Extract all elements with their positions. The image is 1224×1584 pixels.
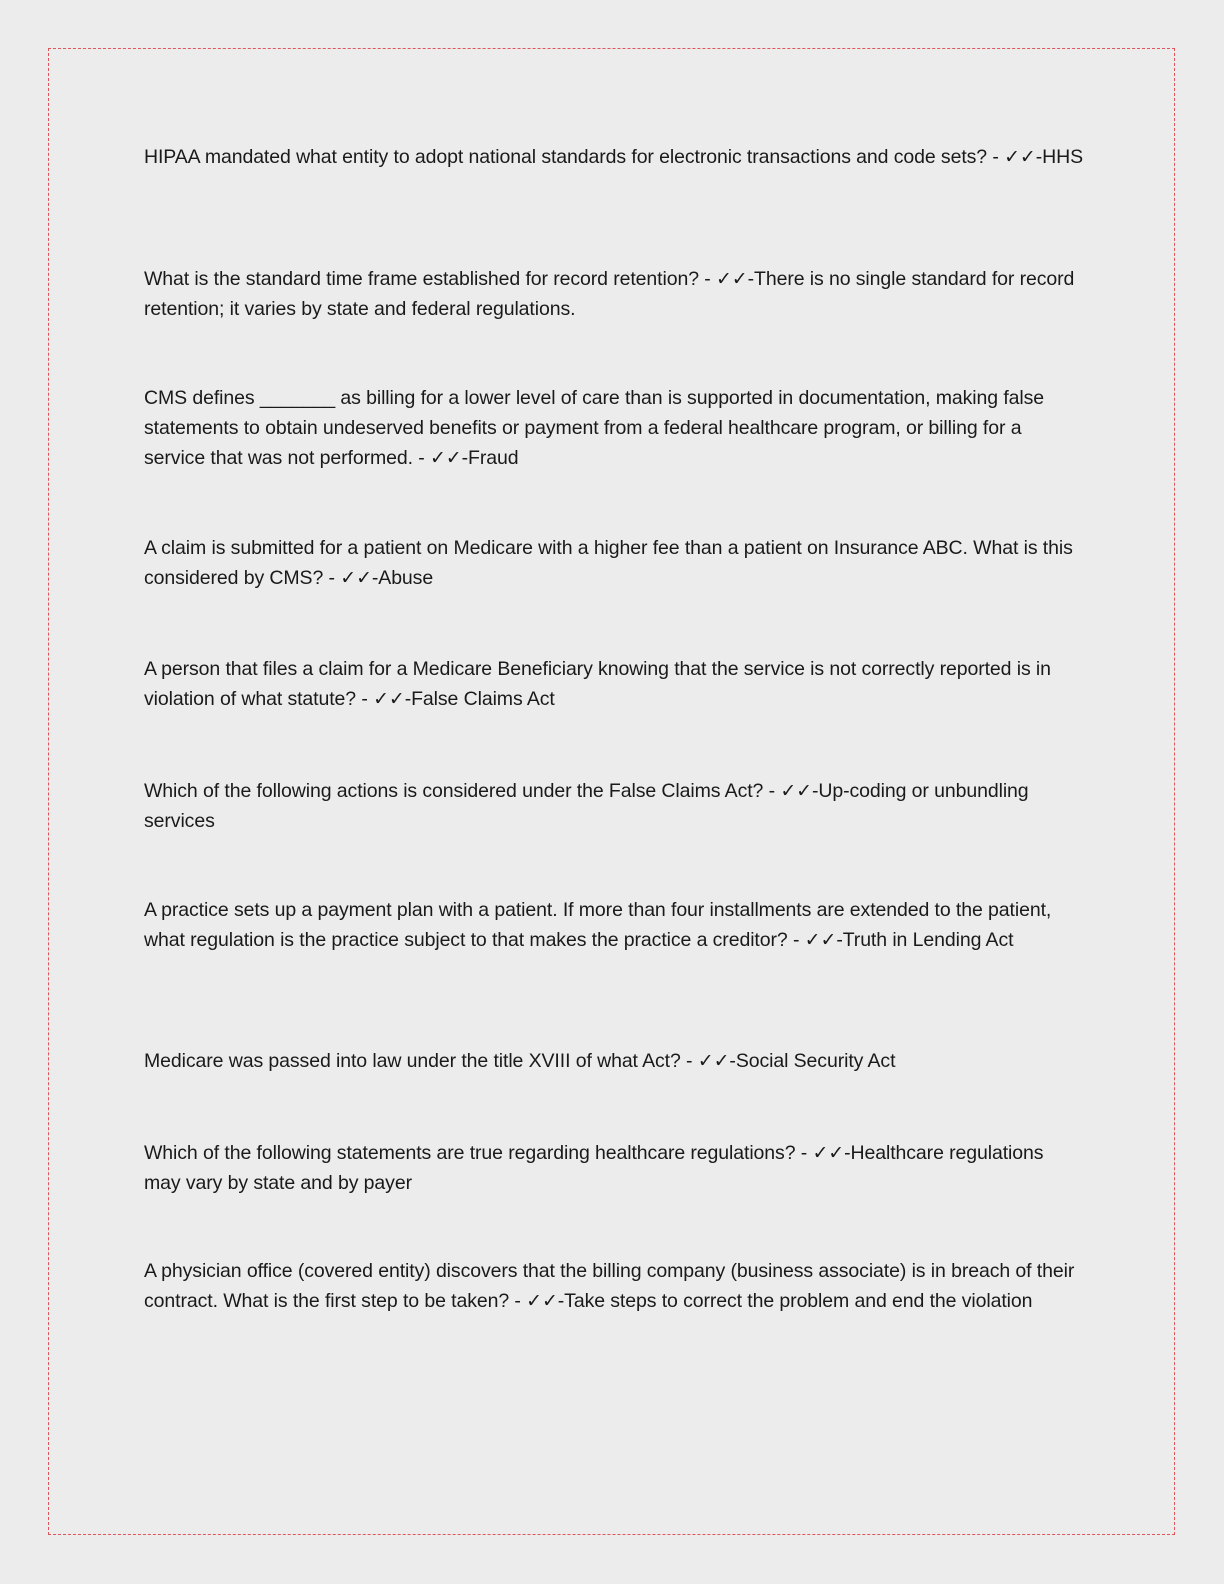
double-checkmark-icon: ✓✓ (1004, 146, 1036, 168)
answer-text: -Social Security Act (729, 1050, 896, 1072)
answer-text: -There is no single standard for record retention; it varies by state and federal regulations. (144, 268, 1075, 320)
qa-item (144, 264, 1084, 324)
double-checkmark-icon: ✓✓ (812, 1142, 845, 1164)
answer-text: -Abuse (371, 567, 434, 589)
double-checkmark-icon: ✓✓ (715, 268, 748, 290)
question-text: Medicare was passed into law under the title XVIII of what Act? - (144, 1050, 693, 1072)
answer-text: -False Claims Act (404, 688, 555, 710)
question-text: A practice sets up a payment plan with a patient. If more than four installments are extended to the patient, what regulation is the practice subject to that makes the practice a creditor? - (144, 899, 1052, 951)
answer-text: -Take steps to correct the problem and end the violation (557, 1290, 1033, 1312)
question-text: Which of the following actions is considered under the False Claims Act? - (144, 780, 775, 802)
answer-text: -Up-coding or unbundling services (144, 780, 1029, 832)
question-text: HIPAA mandated what entity to adopt national standards for electronic transactions and code sets? - (144, 146, 999, 168)
answer-text: -Healthcare regulations may vary by state and by payer (144, 1142, 1044, 1194)
double-checkmark-icon: ✓✓ (429, 447, 462, 469)
double-checkmark-icon: ✓✓ (340, 567, 372, 589)
qa-item (144, 654, 1084, 714)
question-text: What is the standard time frame established for record retention? - (144, 268, 711, 290)
answer-text: -HHS (1035, 146, 1083, 168)
question-text: A claim is submitted for a patient on Medicare with a higher fee than a patient on Insurance ABC. What is this considered by CMS? - (144, 537, 1073, 589)
qa-item (144, 895, 1084, 955)
double-checkmark-icon: ✓✓ (373, 688, 405, 710)
answer-text: -Fraud (461, 447, 519, 469)
qa-item (144, 1256, 1084, 1316)
question-text: A person that files a claim for a Medicare Beneficiary knowing that the service is not correctly reported is in violation of what statute? - (144, 658, 1051, 710)
qa-item (144, 533, 1084, 593)
qa-item (144, 1138, 1084, 1198)
question-text: A physician office (covered entity) discovers that the billing company (business associate) is in breach of their contract. What is the first step to be taken? - (144, 1260, 1075, 1312)
question-text: CMS defines _______ as billing for a lower level of care than is supported in documentation, making false statements to obtain undeserved benefits or payment from a federal healthcare program, or billing for a service that was not performed. - (144, 387, 1045, 469)
qa-item (144, 383, 1084, 473)
qa-item (144, 142, 1084, 172)
double-checkmark-icon: ✓✓ (526, 1290, 558, 1312)
qa-item (144, 1046, 1084, 1076)
question-text: Which of the following statements are true regarding healthcare regulations? - (144, 1142, 808, 1164)
answer-text: -Truth in Lending Act (836, 929, 1014, 951)
double-checkmark-icon: ✓✓ (780, 780, 812, 802)
double-checkmark-icon: ✓✓ (804, 929, 837, 951)
double-checkmark-icon: ✓✓ (697, 1050, 730, 1072)
qa-item (144, 776, 1084, 836)
